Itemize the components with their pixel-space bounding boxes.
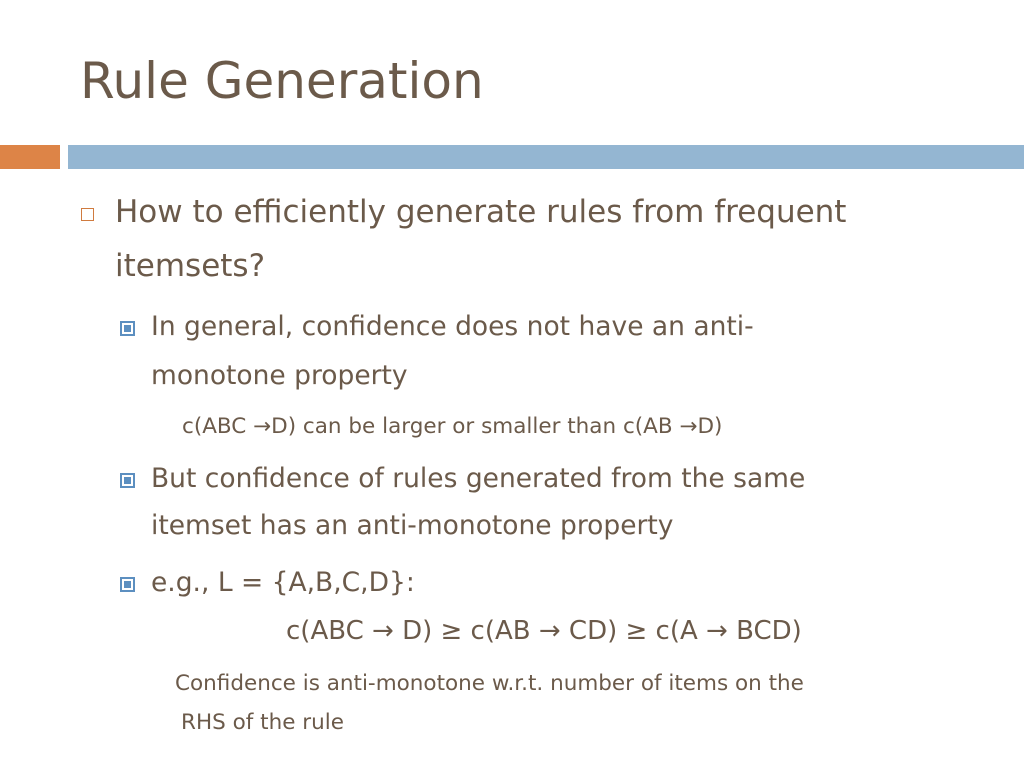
confidence-inequality-formula: c(ABC → D) ≥ c(AB → CD) ≥ c(A → BCD) [286, 616, 802, 646]
main-bullet-line-1: How to efficiently generate rules from frequent [115, 194, 847, 230]
sub-bullet-2-line-2: itemset has an anti-monotone property [151, 510, 674, 541]
title-accent-bar-blue [68, 145, 1024, 169]
sub-bullet-1-line-1: In general, confidence does not have an anti- [151, 311, 754, 342]
sub-bullet-3-line-1: e.g., L = {A,B,C,D}: [151, 567, 415, 598]
sub-bullet-2-line-1: But confidence of rules generated from the same [151, 463, 806, 494]
filled-square-bullet-icon [120, 473, 135, 488]
note-confidence-comparison: c(ABC →D) can be larger or smaller than c(AB →D) [182, 414, 723, 439]
main-bullet-line-2: itemsets? [115, 248, 266, 284]
title-accent-bar-orange [0, 145, 60, 169]
note-anti-monotone-line-1: Confidence is anti-monotone w.r.t. number of items on the [175, 671, 804, 696]
filled-square-bullet-icon [120, 577, 135, 592]
filled-square-bullet-icon [120, 321, 135, 336]
note-anti-monotone-line-2: RHS of the rule [181, 710, 344, 735]
slide-title: Rule Generation [80, 52, 484, 110]
hollow-square-bullet-icon [81, 208, 94, 221]
sub-bullet-1-line-2: monotone property [151, 360, 408, 391]
